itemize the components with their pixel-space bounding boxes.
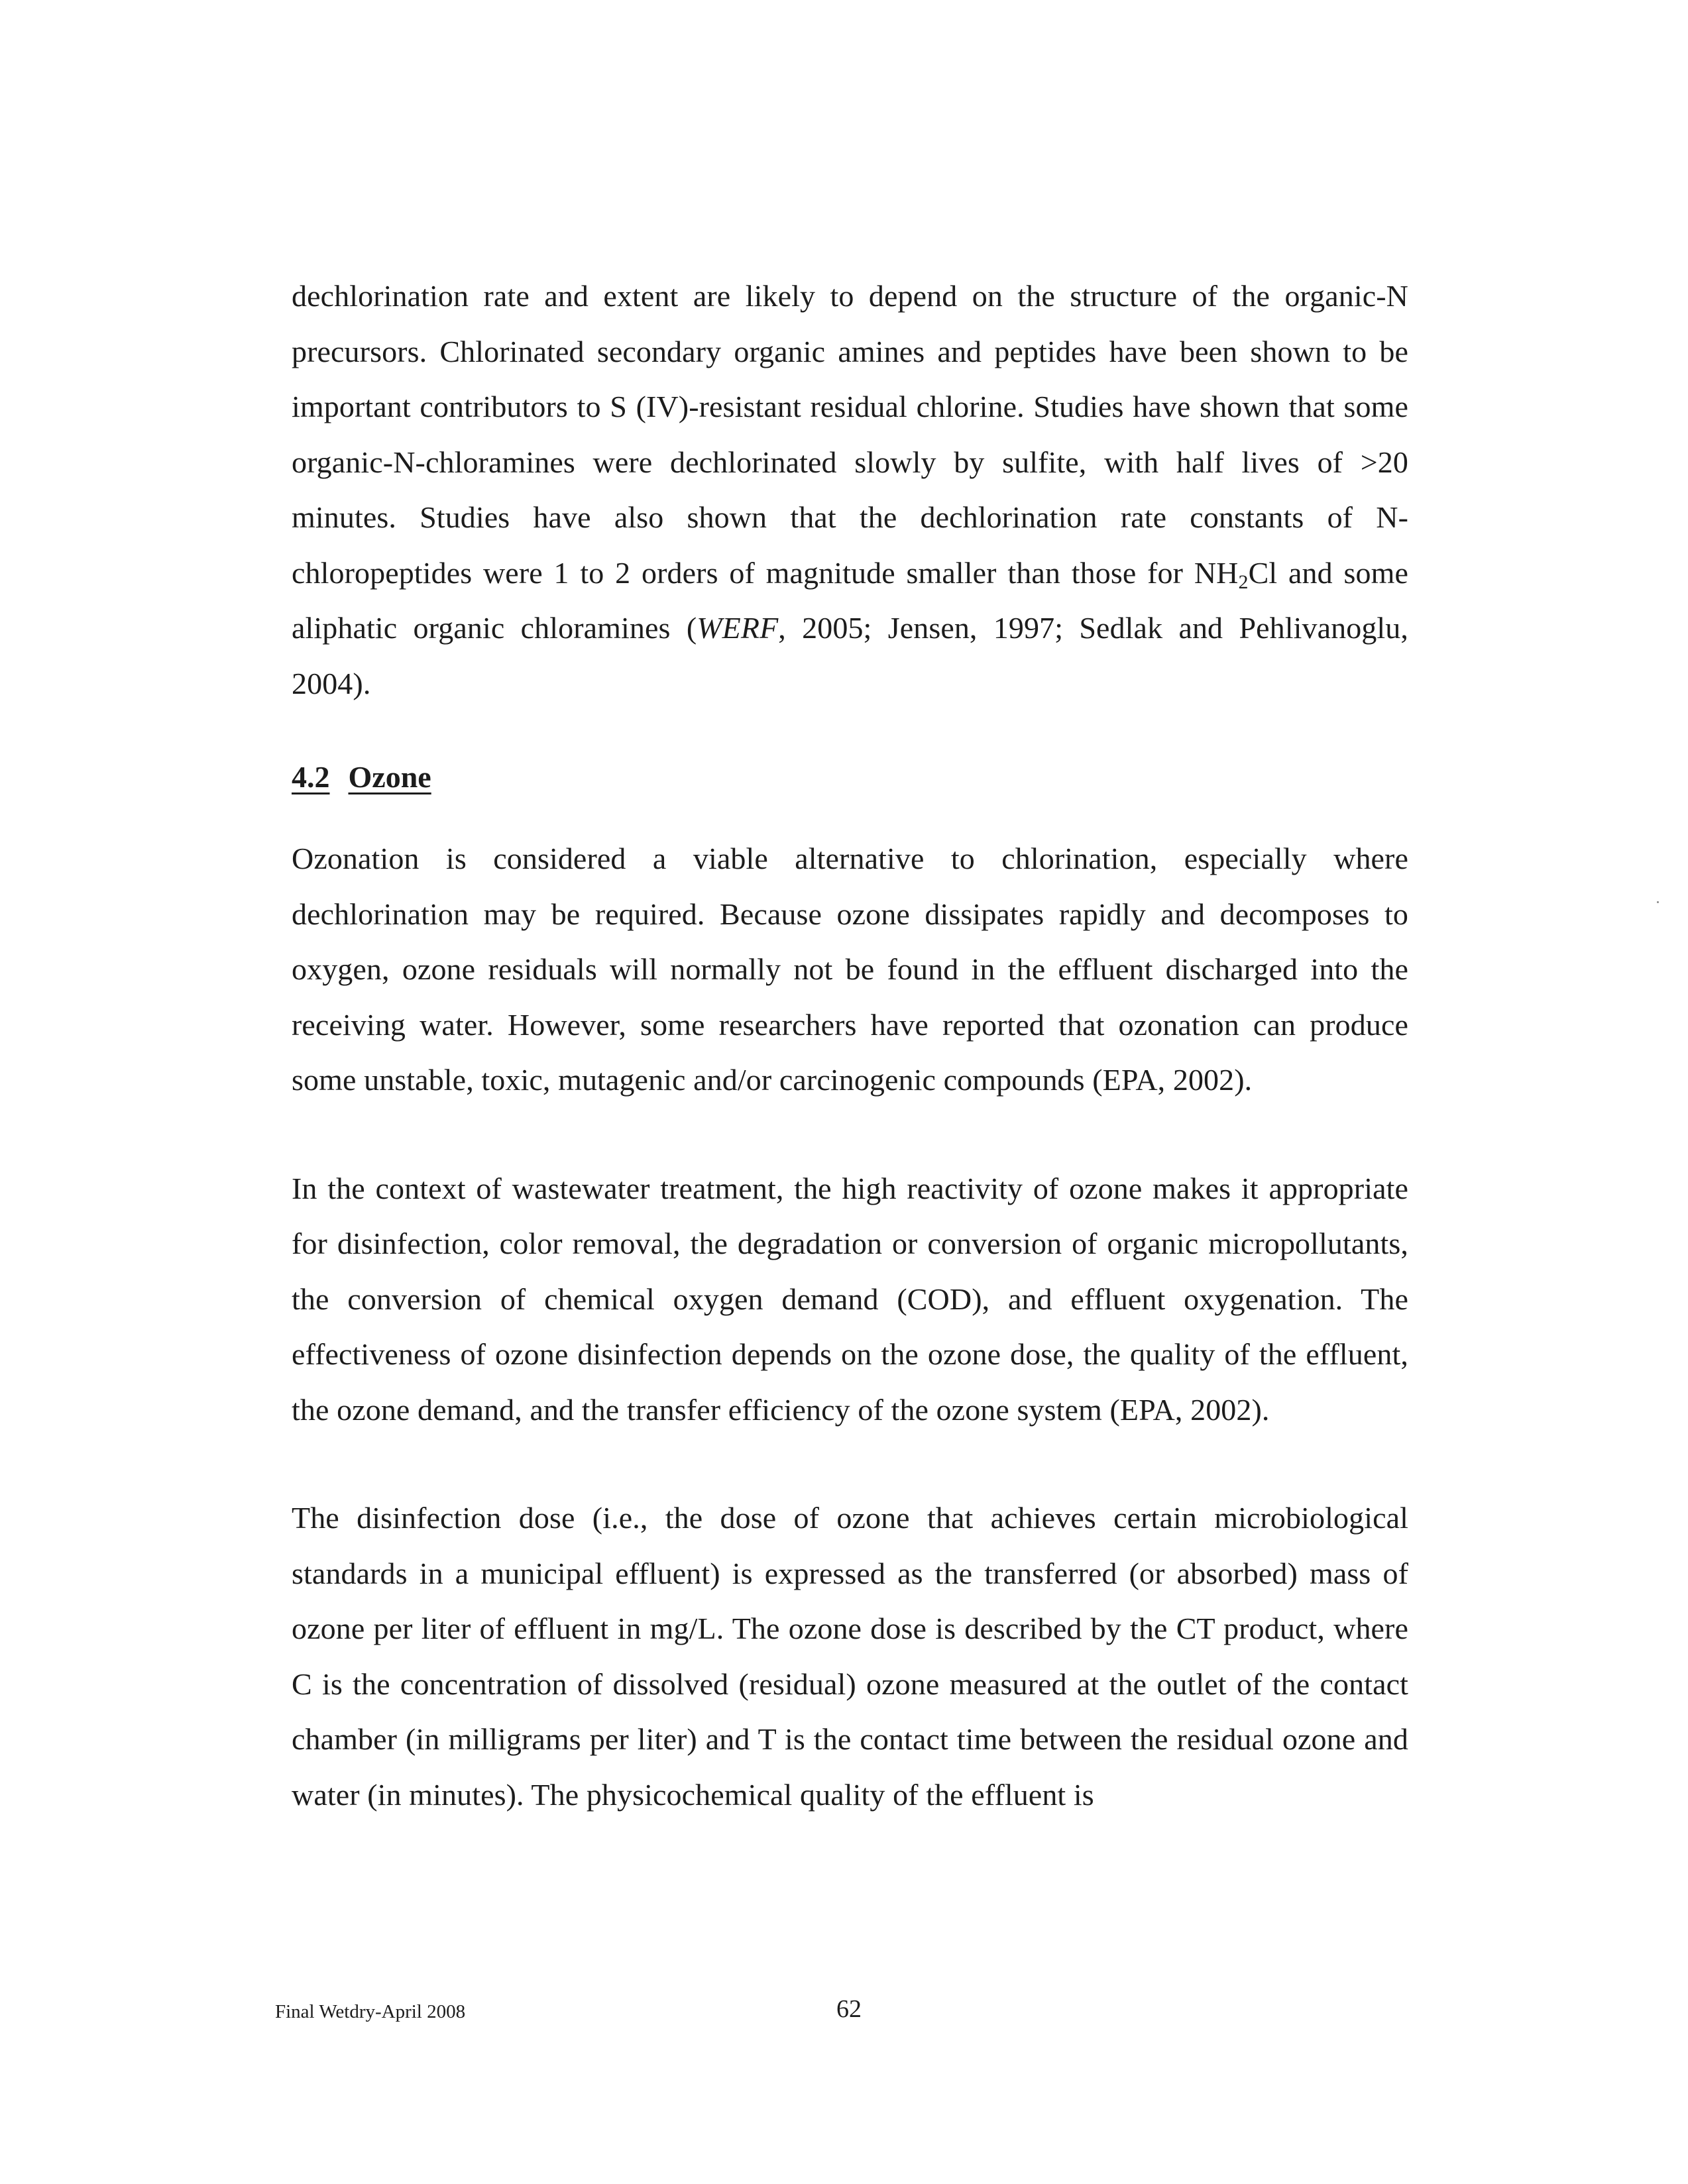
- paragraph-1-part-c: , 2005; Jensen, 1997; Sedlak and Pehlivanoglu, 2004).: [292, 611, 1408, 700]
- section-title: Ozone: [348, 760, 431, 794]
- spacer: [292, 1437, 1408, 1490]
- paragraph-disinfection-dose: The disinfection dose (i.e., the dose of ozone that achieves certain microbiological standards in a municipal effluent) is expressed as the transferred (or absorbed) mass of ozone per liter of effluent in mg/L. The ozone dose is described by the CT product, where C is the concentration of dissolved (residual) ozone measured at the outlet of the contact chamber (in milligrams per liter) and T is the contact time between the residual ozone and water (in minutes). The physicochemical quality of the effluent is: [292, 1501, 1408, 1812]
- scan-mark: [1657, 901, 1659, 903]
- paragraph-ozonation: Ozonation is considered a viable alternative to chlorination, especially where dechlorination may be required. Because ozone dissipates rapidly and decomposes to oxygen, ozone residuals will normally not be found in the effluent discharged into the receiving water. However, some researchers have reported that ozonation can produce some unstable, toxic, mutagenic and/or carcinogenic compounds (EPA, 2002).: [292, 842, 1408, 1097]
- paragraph-1-part-b: Cl and some aliphatic organic chloramines (: [292, 555, 1409, 645]
- section-number: 4.2: [292, 760, 330, 794]
- paragraph-wastewater-context: In the context of wastewater treatment, the high reactivity of ozone makes it appropriate for disinfection, color removal, the degradation or conversion of organic micropollutants, the conversion of chemical oxygen demand (COD), and effluent oxygenation. The effectiveness of ozone disinfection depends on the ozone dose, the quality of the effluent, the ozone demand, and the transfer efficiency of the ozone system (EPA, 2002).: [292, 1171, 1408, 1427]
- spacer: [292, 711, 1408, 749]
- citation-werf: WERF: [697, 611, 779, 645]
- subscript-2: 2: [1238, 571, 1249, 593]
- section-heading: [292, 749, 1408, 804]
- paragraph-dechlorination: [292, 268, 1408, 711]
- spacer: [292, 1108, 1408, 1161]
- spacer: [292, 804, 1408, 831]
- paragraph-1-part-a: dechlorination rate and extent are likely to depend on the structure of the organic-N precursors. Chlorinated secondary organic amines and peptides have been shown to be important contributors to S (IV)-resistant residual chlorine. Studies have shown that some organic-N-chloramines were dechlorinated slowly by sulfite, with half lives of >20 minutes. Studies have also shown that the dechlorination rate constants of N-chloropeptides were 1 to 2 orders of magnitude smaller than those for NH: [292, 279, 1408, 590]
- page-content: [292, 268, 1408, 1822]
- footer-page-number: 62: [836, 1995, 862, 2023]
- footer-document-title: Final Wetdry-April 2008: [275, 2001, 466, 2022]
